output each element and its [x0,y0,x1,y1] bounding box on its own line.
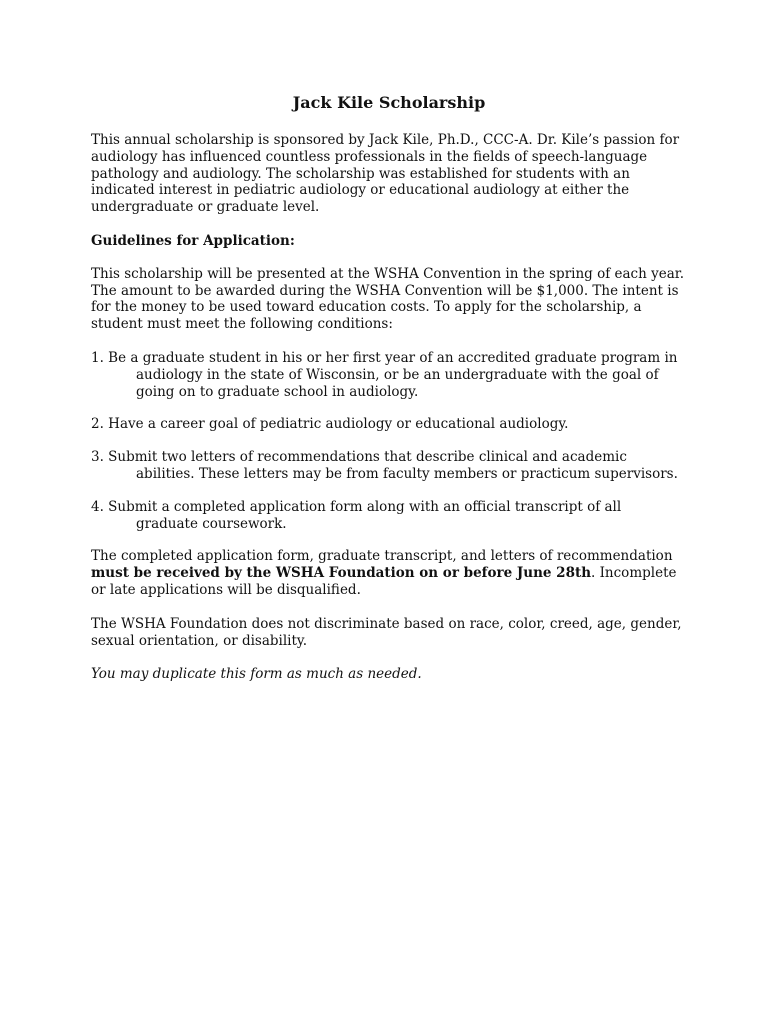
condition-item-2: 2. Have a career goal of pediatric audiology or educational audiology. [91,416,569,433]
deadline-emphasis: must be received by the WSHA Foundation on or before June 28th [91,565,592,582]
condition-item-4: 4. Submit a completed application form along with an official transcript of all graduate coursework. [91,498,622,532]
document-title: Jack Kile Scholarship [292,93,486,112]
document-page [91,93,687,700]
conditions-list [91,350,687,532]
deadline-paragraph [91,548,687,598]
deadline-text-before: The completed application form, graduate transcript, and letters of recommendation [91,548,673,565]
guidelines-paragraph: This scholarship will be presented at the WSHA Convention in the spring of each year. The amount to be awarded during the WSHA Convention will be $1,000. The intent is for the money to be used toward education costs. To apply for the scholarship, a student must meet the following conditions: [91,265,685,333]
intro-paragraph: This annual scholarship is sponsored by Jack Kile, Ph.D., CCC-A. Dr. Kile’s passion for audiology has influenced countless professionals in the fields of speech-language pathology and audiology. The scholarship was established for students with an indicated interest in pediatric audiology or educational audiology at either the undergraduate or graduate level. [91,132,680,216]
deadline-text-after: . Incomplete or late applications will be disqualified. [91,565,677,598]
condition-item-1: 1. Be a graduate student in his or her first year of an accredited graduate program in audiology in the state of Wisconsin, or be an undergraduate with the goal of going on to graduate school in audiology. [91,349,678,400]
condition-item-3: 3. Submit two letters of recommendations that describe clinical and academic abilities. These letters may be from faculty members or practicum supervisors. [91,449,678,482]
guidelines-heading: Guidelines for Application: [91,232,295,249]
duplicate-note: You may duplicate this form as much as needed. [91,666,422,683]
nondiscrimination-paragraph: The WSHA Foundation does not discriminate based on race, color, creed, age, gender, sexual orientation, or disability. [91,615,682,649]
